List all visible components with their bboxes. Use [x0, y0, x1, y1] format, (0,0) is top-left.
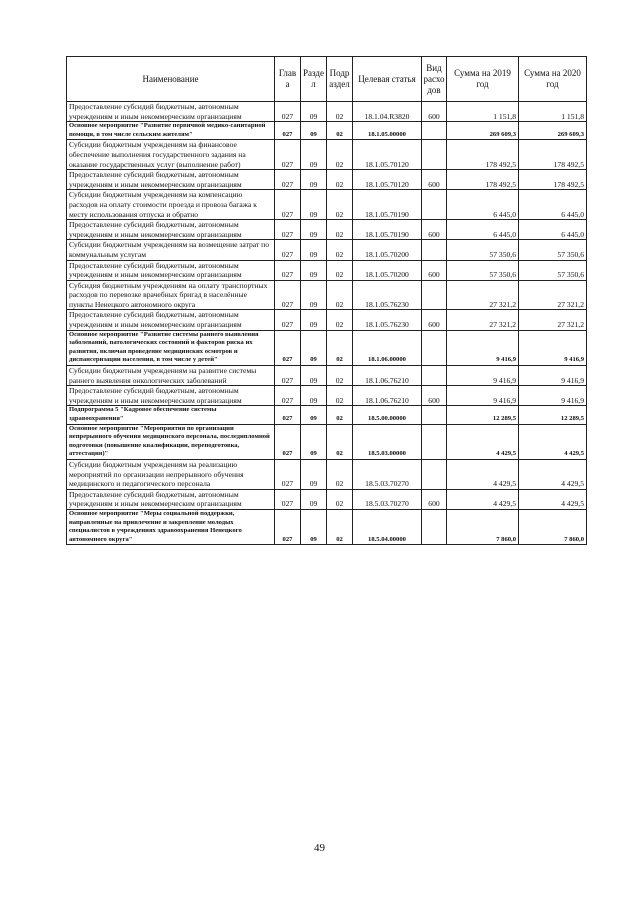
header-razdel: Разде л	[301, 57, 327, 102]
table-row	[67, 310, 587, 330]
page-number: 49	[314, 842, 325, 854]
cell-podrazdel: 02	[327, 260, 353, 280]
cell-name: Субсидия бюджетным учреждениям на оплату транспортных расходов по перевозке врачебных бригад в населённые пункты Ненецкого автономного округа	[67, 280, 275, 310]
cell-glava: 027	[275, 424, 301, 459]
cell-glava: 027	[275, 102, 301, 122]
header-sum2020: Сумма на 2020 год	[519, 57, 587, 102]
cell-glava: 027	[275, 190, 301, 220]
cell-sum2020: 57 350,6	[519, 240, 587, 260]
cell-name: Предоставление субсидий бюджетным, автономным учреждениям и иным некоммерческим организациям	[67, 220, 275, 240]
table-row	[67, 122, 587, 140]
cell-razdel: 09	[301, 260, 327, 280]
cell-statya: 18.1.05.76230	[353, 280, 422, 310]
cell-name: Предоставление субсидий бюджетным, автономным учреждениям и иным некоммерческим организациям	[67, 260, 275, 280]
cell-razdel: 09	[301, 190, 327, 220]
cell-name: Субсидии бюджетным учреждениям на возмещение затрат по коммунальным услугам	[67, 240, 275, 260]
cell-sum2020: 6 445,0	[519, 220, 587, 240]
cell-razdel: 09	[301, 386, 327, 406]
table-row	[67, 240, 587, 260]
cell-statya: 18.1.06.00000	[353, 330, 422, 365]
cell-sum2019: 1 151,8	[447, 102, 519, 122]
cell-glava: 027	[275, 366, 301, 386]
cell-razdel: 09	[301, 170, 327, 190]
table-row	[67, 170, 587, 190]
cell-razdel: 09	[301, 330, 327, 365]
cell-vid	[422, 240, 447, 260]
header-podrazdel: Подр аздел	[327, 57, 353, 102]
cell-name: Предоставление субсидий бюджетным, автономным учреждениям и иным некоммерческим организациям	[67, 386, 275, 406]
cell-statya: 18.1.05.76230	[353, 310, 422, 330]
cell-name: Предоставление субсидий бюджетным, автономным учреждениям и иным некоммерческим организациям	[67, 310, 275, 330]
cell-sum2019: 7 860,0	[447, 509, 519, 544]
cell-razdel: 09	[301, 102, 327, 122]
cell-sum2019: 4 429,5	[447, 424, 519, 459]
cell-statya: 18.5.04.00000	[353, 509, 422, 544]
cell-sum2019: 27 321,2	[447, 310, 519, 330]
cell-sum2019: 9 416,9	[447, 330, 519, 365]
cell-razdel: 09	[301, 280, 327, 310]
cell-vid	[422, 459, 447, 489]
cell-vid: 600	[422, 310, 447, 330]
cell-name: Основное мероприятие "Мероприятия по организации непрерывного обучения медицинского персонала, последипломной подготовки (повышение квалификации, переподготовка, аттестация)"	[67, 424, 275, 459]
cell-name: Субсидии бюджетным учреждениям на компенсацию расходов на оплату стоимости проезда и провоза багажа к месту использования отпуска и обратно	[67, 190, 275, 220]
cell-statya: 18.5.03.70270	[353, 489, 422, 509]
table-row	[67, 459, 587, 489]
table-row	[67, 489, 587, 509]
cell-name: Субсидии бюджетным учреждениям на развитие системы раннего выявления онкологических заболеваний	[67, 366, 275, 386]
cell-podrazdel: 02	[327, 220, 353, 240]
cell-glava: 027	[275, 122, 301, 140]
table-row	[67, 260, 587, 280]
cell-vid	[422, 424, 447, 459]
cell-sum2019: 4 429,5	[447, 459, 519, 489]
cell-name: Предоставление субсидий бюджетным, автономным учреждениям и иным некоммерческим организациям	[67, 170, 275, 190]
cell-podrazdel: 02	[327, 330, 353, 365]
cell-sum2020: 57 350,6	[519, 260, 587, 280]
cell-podrazdel: 02	[327, 140, 353, 170]
header-vid: Вид расхо дов	[422, 57, 447, 102]
cell-statya: 18.5.03.00000	[353, 424, 422, 459]
cell-razdel: 09	[301, 509, 327, 544]
cell-razdel: 09	[301, 220, 327, 240]
cell-statya: 18.1.05.70200	[353, 240, 422, 260]
cell-podrazdel: 02	[327, 240, 353, 260]
cell-razdel: 09	[301, 366, 327, 386]
cell-name: Предоставление субсидий бюджетным, автономным учреждениям и иным некоммерческим организациям	[67, 102, 275, 122]
cell-glava: 027	[275, 140, 301, 170]
cell-statya: 18.1.05.70120	[353, 170, 422, 190]
cell-statya: 18.1.04.R3820	[353, 102, 422, 122]
cell-glava: 027	[275, 386, 301, 406]
cell-razdel: 09	[301, 122, 327, 140]
cell-vid	[422, 366, 447, 386]
cell-name: Основное мероприятие "Меры социальной поддержки, направленные на привлечение и закрепление молодых специалистов в учреждениях здравоохранения Ненецкого автономного округа"	[67, 509, 275, 544]
table-row	[67, 220, 587, 240]
cell-razdel: 09	[301, 240, 327, 260]
cell-sum2019: 57 350,6	[447, 260, 519, 280]
cell-podrazdel: 02	[327, 459, 353, 489]
cell-razdel: 09	[301, 459, 327, 489]
table-row	[67, 406, 587, 424]
cell-sum2020: 178 492,5	[519, 140, 587, 170]
cell-sum2020: 269 609,3	[519, 122, 587, 140]
cell-sum2019: 9 416,9	[447, 366, 519, 386]
header-glava: Глав а	[275, 57, 301, 102]
cell-statya: 18.5.03.70270	[353, 459, 422, 489]
table-row	[67, 190, 587, 220]
cell-razdel: 09	[301, 424, 327, 459]
cell-razdel: 09	[301, 140, 327, 170]
cell-name: Подпрограмма 5 "Кадровое обеспечение системы здравоохранения"	[67, 406, 275, 424]
cell-vid	[422, 330, 447, 365]
cell-podrazdel: 02	[327, 424, 353, 459]
cell-statya: 18.1.05.70190	[353, 190, 422, 220]
cell-statya: 18.1.05.70190	[353, 220, 422, 240]
cell-razdel: 09	[301, 489, 327, 509]
cell-podrazdel: 02	[327, 280, 353, 310]
cell-podrazdel: 02	[327, 489, 353, 509]
cell-sum2019: 12 289,5	[447, 406, 519, 424]
cell-sum2020: 9 416,9	[519, 330, 587, 365]
cell-podrazdel: 02	[327, 386, 353, 406]
cell-sum2019: 4 429,5	[447, 489, 519, 509]
cell-sum2020: 9 416,9	[519, 386, 587, 406]
cell-podrazdel: 02	[327, 122, 353, 140]
cell-podrazdel: 02	[327, 366, 353, 386]
cell-podrazdel: 02	[327, 190, 353, 220]
cell-name: Предоставление субсидий бюджетным, автономным учреждениям и иным некоммерческим организациям	[67, 489, 275, 509]
cell-sum2020: 6 445,0	[519, 190, 587, 220]
cell-statya: 18.1.06.76210	[353, 366, 422, 386]
cell-sum2019: 57 350,6	[447, 240, 519, 260]
cell-sum2020: 4 429,5	[519, 459, 587, 489]
cell-name: Субсидии бюджетным учреждениям на финансовое обеспечение выполнения государственного задания на оказание государственных услуг (выполнение работ)	[67, 140, 275, 170]
cell-sum2019: 9 416,9	[447, 386, 519, 406]
cell-vid	[422, 190, 447, 220]
cell-glava: 027	[275, 280, 301, 310]
cell-podrazdel: 02	[327, 509, 353, 544]
cell-sum2020: 4 429,5	[519, 424, 587, 459]
cell-vid: 600	[422, 102, 447, 122]
cell-name: Основное мероприятие "Развитие первичной медико-санитарной помощи, в том числе сельским жителям"	[67, 122, 275, 140]
cell-razdel: 09	[301, 310, 327, 330]
cell-sum2020: 27 321,2	[519, 280, 587, 310]
table-row	[67, 424, 587, 459]
cell-podrazdel: 02	[327, 310, 353, 330]
table-row	[67, 280, 587, 310]
cell-name: Основное мероприятие "Развитие системы раннего выявления заболеваний, патологических состояний и факторов риска их развития, включая проведение медицинских осмотров и диспансеризации населения, в том числе у детей"	[67, 330, 275, 365]
table-row	[67, 330, 587, 365]
table-row	[67, 140, 587, 170]
cell-sum2020: 178 492,5	[519, 170, 587, 190]
cell-vid: 600	[422, 220, 447, 240]
cell-vid	[422, 140, 447, 170]
cell-vid: 600	[422, 260, 447, 280]
cell-sum2019: 269 609,3	[447, 122, 519, 140]
cell-vid: 600	[422, 170, 447, 190]
table-row	[67, 509, 587, 544]
cell-glava: 027	[275, 509, 301, 544]
cell-statya: 18.1.05.70200	[353, 260, 422, 280]
cell-glava: 027	[275, 170, 301, 190]
cell-podrazdel: 02	[327, 406, 353, 424]
cell-glava: 027	[275, 260, 301, 280]
cell-podrazdel: 02	[327, 102, 353, 122]
cell-sum2020: 1 151,8	[519, 102, 587, 122]
cell-vid: 600	[422, 386, 447, 406]
table-row	[67, 386, 587, 406]
cell-statya: 18.1.06.76210	[353, 386, 422, 406]
cell-glava: 027	[275, 310, 301, 330]
cell-glava: 027	[275, 459, 301, 489]
table-row	[67, 366, 587, 386]
cell-statya: 18.1.05.00000	[353, 122, 422, 140]
cell-glava: 027	[275, 406, 301, 424]
cell-sum2020: 4 429,5	[519, 489, 587, 509]
cell-glava: 027	[275, 489, 301, 509]
cell-vid	[422, 406, 447, 424]
header-sum2019: Сумма на 2019 год	[447, 57, 519, 102]
cell-glava: 027	[275, 240, 301, 260]
cell-sum2019: 6 445,0	[447, 220, 519, 240]
cell-vid	[422, 509, 447, 544]
cell-sum2019: 6 445,0	[447, 190, 519, 220]
table-body	[67, 102, 587, 545]
table-header-row	[67, 57, 587, 102]
cell-razdel: 09	[301, 406, 327, 424]
header-name: Наименование	[67, 57, 275, 102]
cell-vid: 600	[422, 489, 447, 509]
budget-table	[66, 56, 587, 545]
cell-sum2020: 27 321,2	[519, 310, 587, 330]
cell-sum2020: 12 289,5	[519, 406, 587, 424]
cell-sum2019: 178 492,5	[447, 140, 519, 170]
cell-name: Субсидии бюджетным учреждениям на реализацию мероприятий по организации непрерывного обучения медицинского и педагогического персонала	[67, 459, 275, 489]
cell-podrazdel: 02	[327, 170, 353, 190]
cell-vid	[422, 122, 447, 140]
cell-statya: 18.5.00.00000	[353, 406, 422, 424]
header-statya: Целевая статья	[353, 57, 422, 102]
table-row	[67, 102, 587, 122]
cell-sum2019: 178 492,5	[447, 170, 519, 190]
cell-sum2019: 27 321,2	[447, 280, 519, 310]
cell-statya: 18.1.05.70120	[353, 140, 422, 170]
cell-glava: 027	[275, 220, 301, 240]
cell-sum2020: 7 860,0	[519, 509, 587, 544]
cell-sum2020: 9 416,9	[519, 366, 587, 386]
cell-glava: 027	[275, 330, 301, 365]
cell-vid	[422, 280, 447, 310]
